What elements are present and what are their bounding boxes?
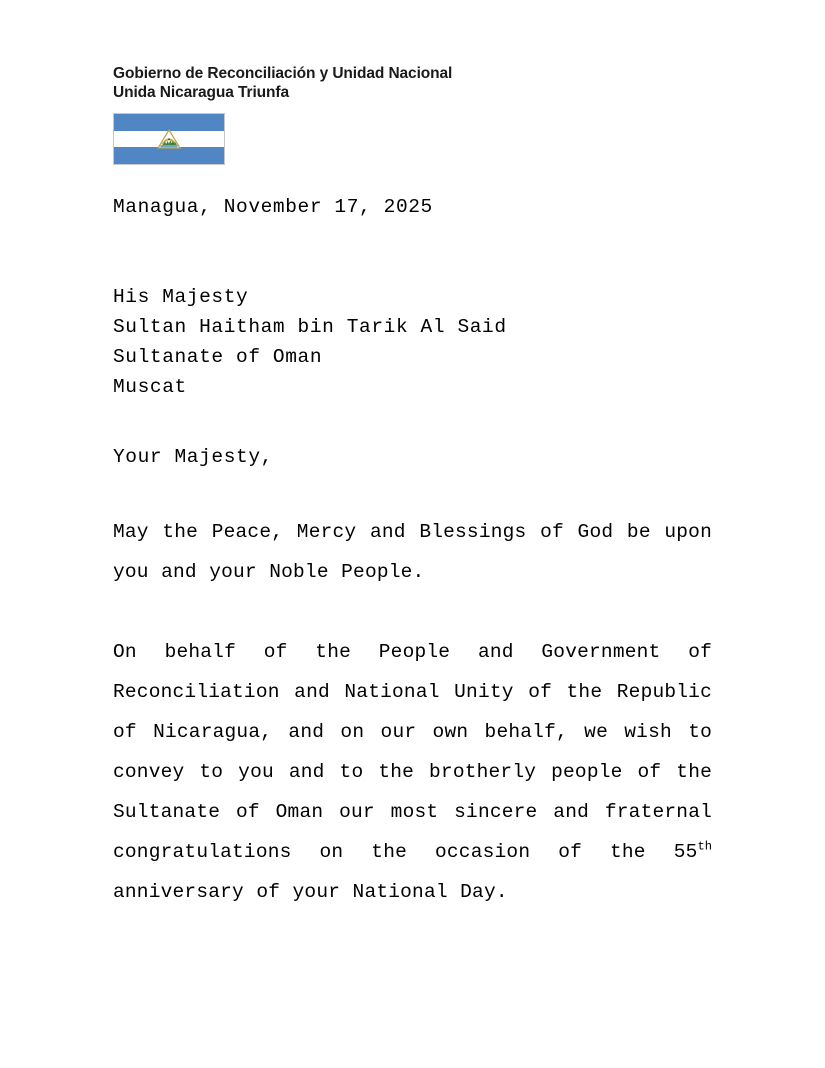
salutation: Your Majesty, xyxy=(113,446,273,468)
spacer xyxy=(113,402,712,442)
addressee-block xyxy=(113,282,712,402)
paragraph-congratulations-part-2: anniversary of your National Day. xyxy=(113,881,508,903)
spacer xyxy=(113,472,712,512)
nicaragua-flag-icon xyxy=(113,113,225,165)
addressee-line-4: Muscat xyxy=(113,376,187,398)
nicaragua-coat-of-arms-icon xyxy=(156,128,182,150)
letter-body xyxy=(113,192,712,912)
paragraph-greeting: May the Peace, Mercy and Blessings of God be upon you and your Noble People. xyxy=(113,521,712,583)
letterhead-line-2: Unida Nicaragua Triunfa xyxy=(113,84,289,101)
spacer xyxy=(113,592,712,632)
addressee-line-1: His Majesty xyxy=(113,286,249,308)
date-line: Managua, November 17, 2025 xyxy=(113,196,433,218)
spacer xyxy=(113,222,712,282)
addressee-line-3: Sultanate of Oman xyxy=(113,346,323,368)
addressee-line-2: Sultan Haitham bin Tarik Al Said xyxy=(113,316,507,338)
letterhead xyxy=(113,64,733,102)
ordinal-suffix: th xyxy=(697,839,712,854)
paragraph-congratulations-part-1: On behalf of the People and Government of Reconciliation and National Unity of the Republic of Nicaragua, and on our own behalf, we wish to convey to you and to the brotherly people of the Sultanate of Oman our most sincere and fraternal congratulations on the occasion of the 55 xyxy=(113,641,712,863)
paragraph-congratulations xyxy=(113,632,712,912)
letterhead-line-1: Gobierno de Reconciliación y Unidad Nacional xyxy=(113,65,453,82)
